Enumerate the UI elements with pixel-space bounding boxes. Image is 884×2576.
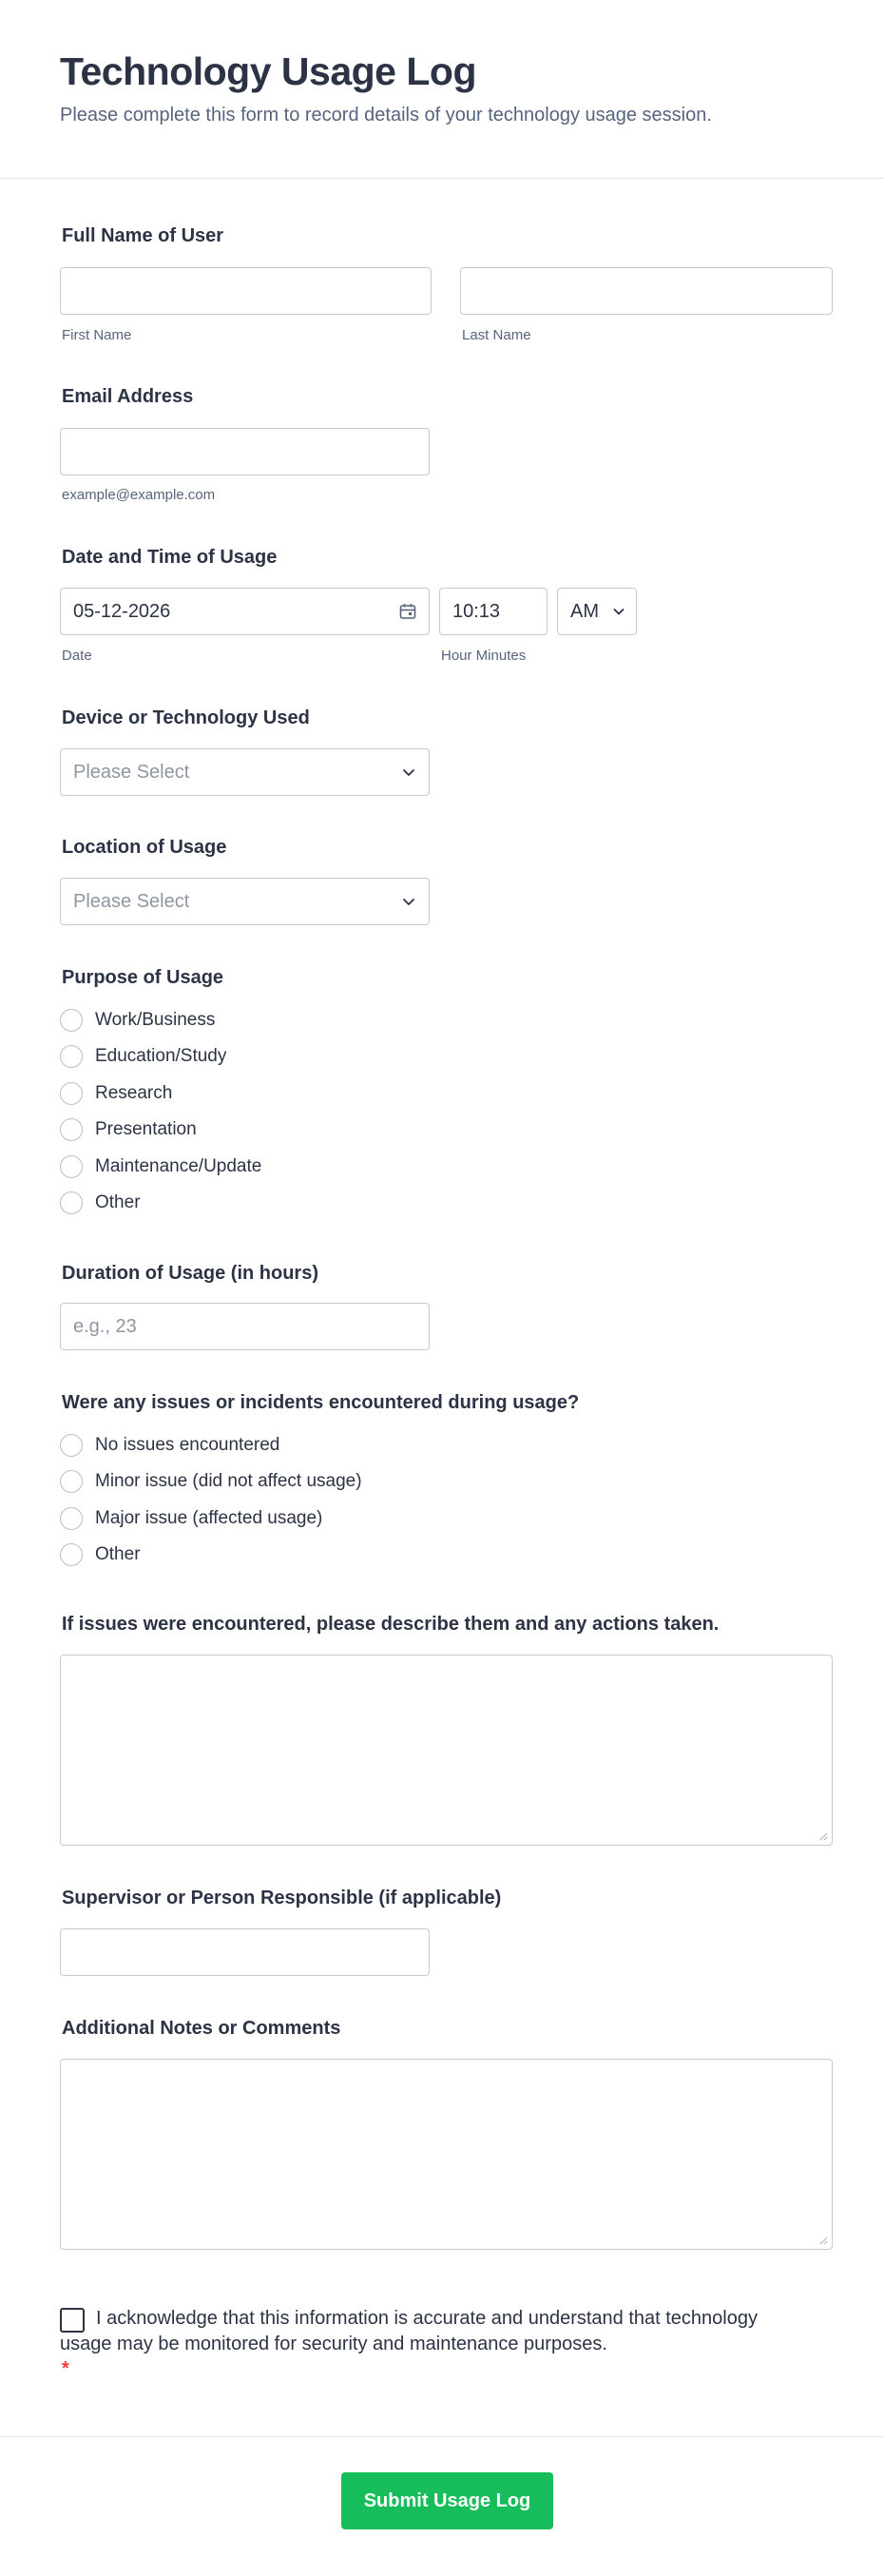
purpose-option-label: Work/Business: [95, 1010, 216, 1030]
issues-option-label: Major issue (affected usage): [95, 1508, 323, 1528]
notes-textarea[interactable]: [60, 2059, 833, 2250]
radio-button[interactable]: [60, 1507, 83, 1530]
purpose-option[interactable]: [60, 1008, 215, 1033]
purpose-option-label: Education/Study: [95, 1046, 227, 1066]
resize-grip-icon[interactable]: [818, 1831, 828, 1841]
location-label: Location of Usage: [62, 837, 227, 858]
issue-description-label: If issues were encountered, please describe them and any actions taken.: [62, 1614, 720, 1635]
location-select-placeholder: Please Select: [73, 890, 190, 912]
time-sublabel: Hour Minutes: [441, 648, 527, 664]
radio-button[interactable]: [60, 1470, 83, 1493]
radio-button[interactable]: [60, 1434, 83, 1457]
issues-option[interactable]: [60, 1433, 279, 1458]
issues-option-label: No issues encountered: [95, 1435, 280, 1455]
calendar-icon[interactable]: [398, 602, 417, 621]
first-name-sublabel: First Name: [62, 327, 132, 343]
date-input[interactable]: [60, 588, 430, 635]
purpose-option-label: Maintenance/Update: [95, 1156, 262, 1176]
device-select-placeholder: Please Select: [73, 761, 190, 783]
device-label: Device or Technology Used: [62, 707, 310, 728]
issues-option-label: Minor issue (did not affect usage): [95, 1471, 362, 1491]
required-mark: *: [62, 2358, 69, 2379]
full-name-label: Full Name of User: [62, 225, 224, 246]
radio-button[interactable]: [60, 1009, 83, 1032]
issue-description-textarea[interactable]: [60, 1655, 833, 1846]
purpose-option-label: Other: [95, 1192, 141, 1212]
purpose-option[interactable]: [60, 1081, 172, 1106]
issues-label: Were any issues or incidents encountered during usage?: [62, 1392, 580, 1413]
radio-button[interactable]: [60, 1045, 83, 1068]
chevron-down-icon: [400, 893, 417, 910]
radio-button[interactable]: [60, 1118, 83, 1141]
issues-option[interactable]: [60, 1506, 322, 1531]
purpose-option[interactable]: [60, 1191, 141, 1215]
duration-input[interactable]: [60, 1303, 430, 1350]
ampm-value: AM: [570, 600, 599, 622]
last-name-input[interactable]: [460, 267, 833, 315]
first-name-input[interactable]: [60, 267, 432, 315]
radio-button[interactable]: [60, 1082, 83, 1105]
purpose-option-label: Presentation: [95, 1119, 197, 1139]
chevron-down-icon: [611, 604, 626, 619]
issues-option[interactable]: [60, 1542, 141, 1567]
consent-text: I acknowledge that this information is accurate and understand that technology usage may be monitored for security and maintenance purposes.: [60, 2308, 758, 2354]
resize-grip-icon[interactable]: [818, 2236, 828, 2245]
submit-button[interactable]: Submit Usage Log: [341, 2472, 553, 2529]
last-name-sublabel: Last Name: [462, 327, 531, 343]
date-sublabel: Date: [62, 648, 92, 664]
radio-button[interactable]: [60, 1543, 83, 1566]
radio-button[interactable]: [60, 1191, 83, 1214]
notes-label: Additional Notes or Comments: [62, 2018, 341, 2039]
form-subtitle: Please complete this form to record details of your technology usage session.: [60, 105, 712, 126]
supervisor-input[interactable]: [60, 1928, 430, 1976]
email-sublabel: example@example.com: [62, 487, 216, 503]
purpose-option[interactable]: [60, 1044, 226, 1069]
chevron-down-icon: [400, 764, 417, 781]
datetime-label: Date and Time of Usage: [62, 547, 278, 568]
device-select[interactable]: [60, 748, 430, 796]
purpose-label: Purpose of Usage: [62, 967, 224, 988]
time-input[interactable]: [439, 588, 548, 635]
radio-button[interactable]: [60, 1155, 83, 1178]
location-select[interactable]: [60, 878, 430, 925]
email-label: Email Address: [62, 386, 194, 407]
issues-option-label: Other: [95, 1544, 141, 1564]
purpose-option[interactable]: [60, 1154, 261, 1179]
duration-label: Duration of Usage (in hours): [62, 1263, 318, 1284]
footer-divider: [0, 2436, 884, 2437]
ampm-select[interactable]: [557, 588, 637, 635]
issues-option[interactable]: [60, 1469, 362, 1494]
form-title: Technology Usage Log: [60, 49, 476, 93]
email-input[interactable]: [60, 428, 430, 475]
supervisor-label: Supervisor or Person Responsible (if applicable): [62, 1888, 502, 1908]
form-header: [0, 0, 884, 179]
purpose-option[interactable]: [60, 1117, 197, 1142]
purpose-option-label: Research: [95, 1083, 173, 1103]
